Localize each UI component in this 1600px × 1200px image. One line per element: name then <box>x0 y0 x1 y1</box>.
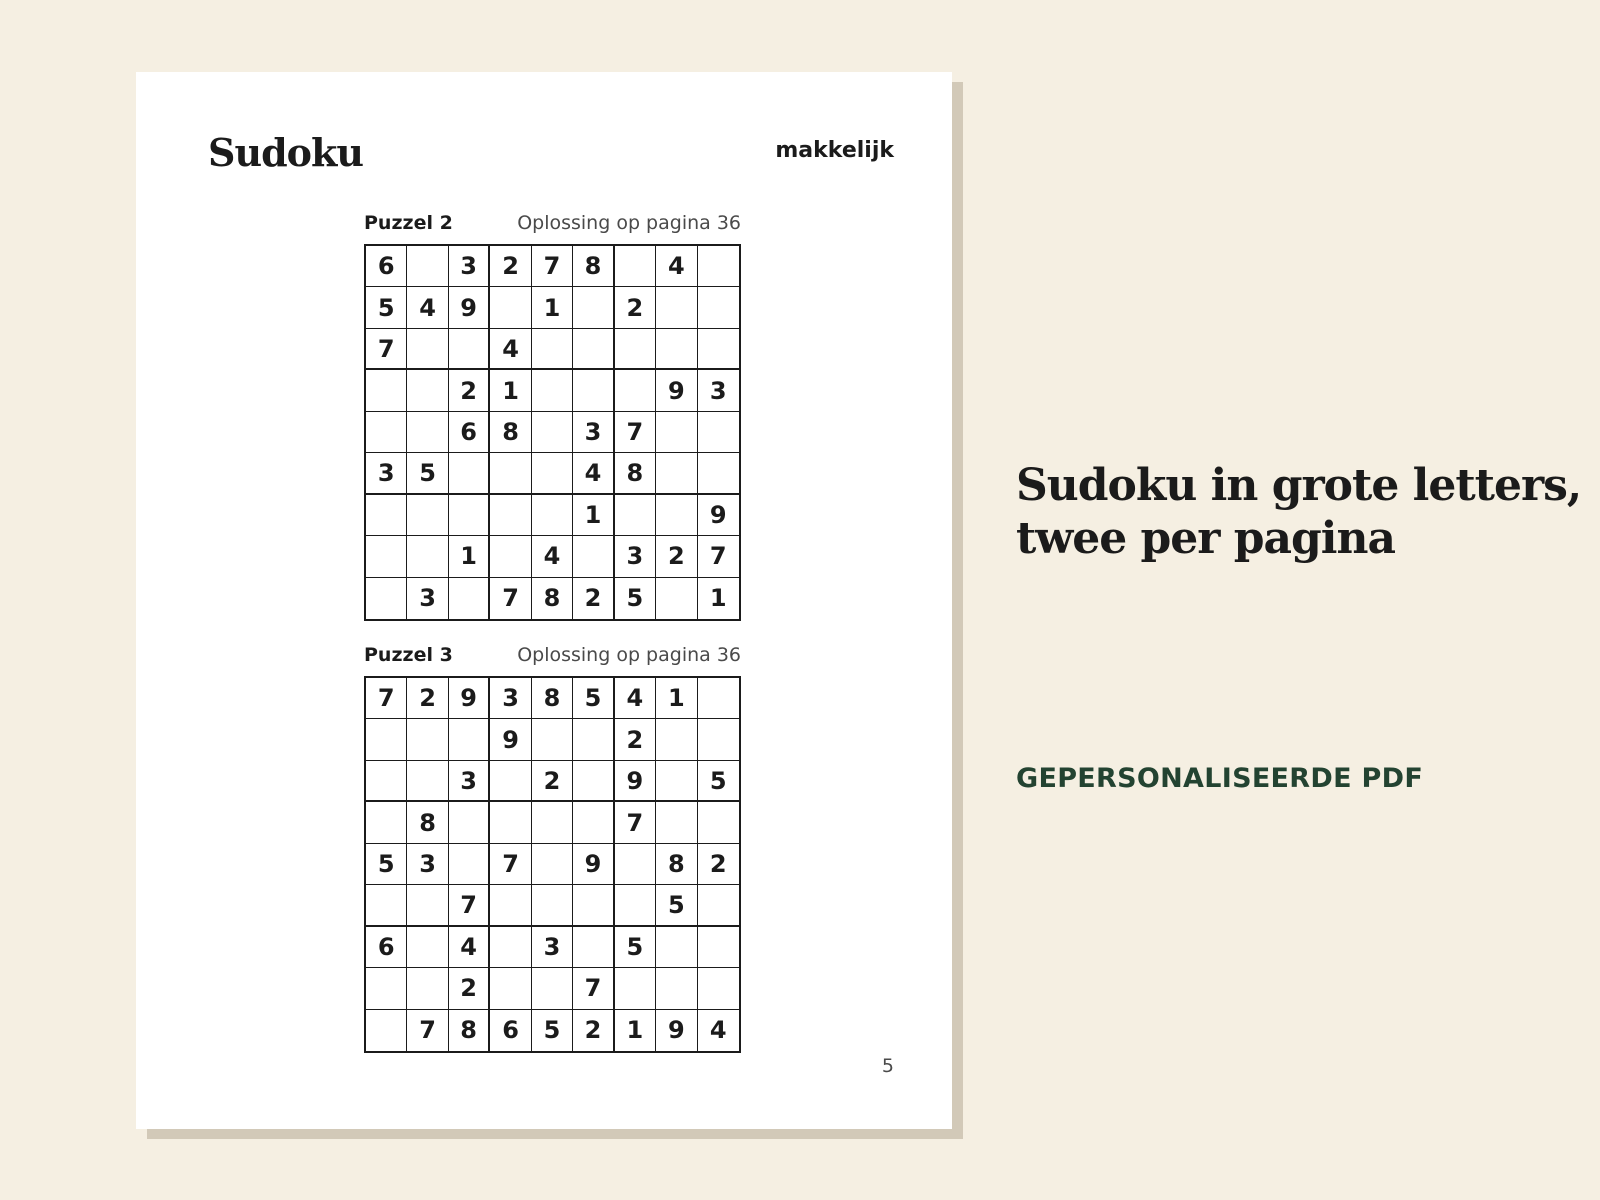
sudoku-cell <box>615 495 656 536</box>
sudoku-cell <box>615 246 656 287</box>
sudoku-cell <box>407 927 448 968</box>
sudoku-cell: 9 <box>698 495 739 536</box>
sudoku-cell: 4 <box>656 246 697 287</box>
sudoku-cell <box>449 453 490 494</box>
sudoku-cell <box>656 802 697 843</box>
sudoku-cell: 5 <box>532 1010 573 1051</box>
sudoku-cell: 3 <box>698 370 739 411</box>
sudoku-cell <box>366 719 407 760</box>
sudoku-cell <box>698 287 739 328</box>
sudoku-cell: 7 <box>490 844 531 885</box>
sudoku-cell: 9 <box>656 370 697 411</box>
sudoku-cell: 5 <box>656 885 697 926</box>
sudoku-cell: 2 <box>615 719 656 760</box>
sudoku-cell: 5 <box>698 761 739 802</box>
sudoku-cell: 2 <box>615 287 656 328</box>
sudoku-cell <box>698 412 739 453</box>
sudoku-cell: 7 <box>615 802 656 843</box>
sudoku-cell <box>532 802 573 843</box>
sudoku-cell: 9 <box>449 287 490 328</box>
sudoku-cell: 2 <box>532 761 573 802</box>
sudoku-cell: 5 <box>407 453 448 494</box>
sudoku-cell <box>490 287 531 328</box>
sudoku-cell: 3 <box>407 578 448 619</box>
sudoku-cell: 3 <box>532 927 573 968</box>
headline-line-2: twee per pagina <box>1016 512 1396 564</box>
sudoku-cell: 1 <box>615 1010 656 1051</box>
sudoku-cell: 1 <box>709 584 727 613</box>
sudoku-cell: 7 <box>366 329 407 370</box>
sudoku-cell <box>698 885 739 926</box>
sudoku-cell <box>490 968 531 1009</box>
sudoku-cell: 7 <box>449 885 490 926</box>
sudoku-cell: 4 <box>490 329 531 370</box>
sudoku-cell: 7 <box>532 246 573 287</box>
sudoku-cell <box>366 885 407 926</box>
sudoku-cell <box>449 844 490 885</box>
sudoku-cell <box>366 578 407 619</box>
sudoku-cell <box>656 453 697 494</box>
puzzle-3 <box>364 644 741 1053</box>
sudoku-cell: 3 <box>449 246 490 287</box>
sudoku-cell <box>449 329 490 370</box>
sudoku-cell: 6 <box>490 1010 531 1051</box>
sudoku-cell <box>698 329 739 370</box>
sudoku-cell: 3 <box>366 453 407 494</box>
sudoku-cell <box>656 927 697 968</box>
sudoku-grid <box>364 676 741 1053</box>
sudoku-cell: 2 <box>573 1010 614 1051</box>
sudoku-cell <box>532 844 573 885</box>
sudoku-cell <box>532 412 573 453</box>
sudoku-cell <box>698 719 739 760</box>
sudoku-cell <box>698 246 739 287</box>
sudoku-cell <box>407 885 448 926</box>
sudoku-cell: 3 <box>573 412 614 453</box>
sudoku-cell <box>698 968 739 1009</box>
sudoku-cell <box>656 578 697 619</box>
sudoku-cell <box>490 927 531 968</box>
sudoku-cell <box>573 927 614 968</box>
sudoku-cell <box>366 495 407 536</box>
sudoku-cell: 6 <box>366 246 407 287</box>
sudoku-cell <box>573 536 614 577</box>
sudoku-cell <box>532 495 573 536</box>
sudoku-cell: 2 <box>449 370 490 411</box>
sudoku-cell: 4 <box>532 536 573 577</box>
sudoku-cell <box>573 287 614 328</box>
sudoku-cell: 7 <box>698 536 739 577</box>
sudoku-cell: 7 <box>573 968 614 1009</box>
sudoku-cell <box>449 802 490 843</box>
sudoku-cell: 9 <box>573 844 614 885</box>
sudoku-cell: 8 <box>615 453 656 494</box>
sudoku-cell <box>532 968 573 1009</box>
sudoku-cell <box>656 412 697 453</box>
sudoku-cell <box>407 412 448 453</box>
solution-reference: Oplossing op pagina 36 <box>517 644 741 666</box>
sudoku-cell <box>532 453 573 494</box>
puzzle-2 <box>364 212 741 621</box>
sudoku-cell: 3 <box>407 844 448 885</box>
sudoku-cell: 1 <box>490 370 531 411</box>
sudoku-cell: 1 <box>449 536 490 577</box>
sudoku-cell: 2 <box>656 536 697 577</box>
sudoku-cell <box>449 719 490 760</box>
sudoku-cell <box>366 1010 407 1051</box>
sudoku-cell: 4 <box>573 453 614 494</box>
sudoku-cell <box>490 761 531 802</box>
sudoku-cell <box>532 329 573 370</box>
sudoku-cell <box>615 329 656 370</box>
sudoku-cell: 8 <box>532 678 573 719</box>
sudoku-cell <box>532 370 573 411</box>
sudoku-cell <box>532 719 573 760</box>
sudoku-cell <box>490 495 531 536</box>
sudoku-cell: 1 <box>532 287 573 328</box>
sudoku-cell <box>366 370 407 411</box>
sudoku-cell <box>656 495 697 536</box>
sudoku-cell <box>366 761 407 802</box>
sudoku-cell: 4 <box>709 1016 727 1045</box>
sudoku-cell <box>407 370 448 411</box>
puzzle-label: Puzzel 2 <box>364 212 453 234</box>
sudoku-cell <box>656 761 697 802</box>
sudoku-cell <box>698 802 739 843</box>
sudoku-cell <box>407 536 448 577</box>
sudoku-cell: 5 <box>615 927 656 968</box>
sudoku-cell: 4 <box>407 287 448 328</box>
sudoku-cell: 9 <box>615 761 656 802</box>
sudoku-cell: 2 <box>407 678 448 719</box>
sudoku-cell: 7 <box>490 578 531 619</box>
sudoku-cell <box>366 968 407 1009</box>
solution-reference: Oplossing op pagina 36 <box>517 212 741 234</box>
sudoku-cell <box>407 719 448 760</box>
page-number: 5 <box>881 1055 894 1077</box>
sudoku-cell <box>573 802 614 843</box>
sudoku-cell: 8 <box>532 578 573 619</box>
sudoku-cell <box>698 927 739 968</box>
sudoku-cell <box>407 329 448 370</box>
sudoku-cell: 9 <box>656 1010 697 1051</box>
sudoku-cell <box>615 370 656 411</box>
sudoku-cell <box>490 885 531 926</box>
sudoku-cell: 8 <box>490 412 531 453</box>
sudoku-cell <box>490 802 531 843</box>
sudoku-cell: 5 <box>366 844 407 885</box>
sudoku-cell <box>407 968 448 1009</box>
sudoku-cell <box>656 329 697 370</box>
sudoku-cell: 3 <box>490 678 531 719</box>
sudoku-cell <box>407 761 448 802</box>
puzzle-label: Puzzel 3 <box>364 644 453 666</box>
difficulty-level: makkelijk <box>775 138 894 163</box>
sudoku-cell <box>615 885 656 926</box>
puzzle-header <box>364 212 741 240</box>
sudoku-cell: 6 <box>449 412 490 453</box>
sudoku-cell: 6 <box>366 927 407 968</box>
sudoku-grid <box>364 244 741 621</box>
sudoku-cell <box>573 761 614 802</box>
headline-line-1: Sudoku in grote letters, <box>1016 460 1582 511</box>
sudoku-cell <box>449 495 490 536</box>
sudoku-cell <box>366 802 407 843</box>
sudoku-cell <box>490 453 531 494</box>
sudoku-cell <box>366 412 407 453</box>
sudoku-cell <box>656 968 697 1009</box>
sudoku-cell: 5 <box>615 578 656 619</box>
sudoku-cell: 8 <box>407 802 448 843</box>
sudoku-cell: 3 <box>615 536 656 577</box>
promo-headline <box>1016 460 1586 566</box>
sudoku-cell: 4 <box>449 927 490 968</box>
puzzle-header <box>364 644 741 672</box>
sudoku-cell <box>490 536 531 577</box>
sudoku-cell: 2 <box>490 246 531 287</box>
sudoku-cell <box>407 495 448 536</box>
sudoku-cell: 2 <box>698 844 739 885</box>
sudoku-cell <box>656 287 697 328</box>
sudoku-cell <box>656 719 697 760</box>
sudoku-cell <box>573 370 614 411</box>
format-badge: GEPERSONALISEERDE PDF <box>1016 763 1424 794</box>
sudoku-cell: 8 <box>449 1010 490 1051</box>
sudoku-cell <box>573 885 614 926</box>
sudoku-cell: 7 <box>615 412 656 453</box>
sudoku-cell: 5 <box>573 678 614 719</box>
sudoku-cell <box>698 678 739 719</box>
sudoku-cell <box>532 885 573 926</box>
sudoku-cell: 2 <box>573 578 614 619</box>
sudoku-cell <box>615 968 656 1009</box>
sudoku-cell: 9 <box>490 719 531 760</box>
sudoku-cell: 8 <box>656 844 697 885</box>
sudoku-cell <box>366 536 407 577</box>
sudoku-cell: 8 <box>573 246 614 287</box>
sudoku-cell <box>407 246 448 287</box>
sudoku-cell <box>573 719 614 760</box>
sudoku-cell: 9 <box>449 678 490 719</box>
sudoku-cell: 4 <box>615 678 656 719</box>
sudoku-cell <box>615 844 656 885</box>
sudoku-cell <box>449 578 490 619</box>
sudoku-cell: 7 <box>407 1010 448 1051</box>
sudoku-cell <box>573 329 614 370</box>
sudoku-cell: 1 <box>573 495 614 536</box>
sudoku-cell: 2 <box>449 968 490 1009</box>
puzzle-book-page <box>136 72 952 1129</box>
sudoku-cell: 7 <box>366 678 407 719</box>
sudoku-cell: 3 <box>449 761 490 802</box>
sudoku-cell <box>698 453 739 494</box>
page-title: Sudoku <box>208 130 363 175</box>
sudoku-cell: 1 <box>656 678 697 719</box>
sudoku-cell: 5 <box>366 287 407 328</box>
